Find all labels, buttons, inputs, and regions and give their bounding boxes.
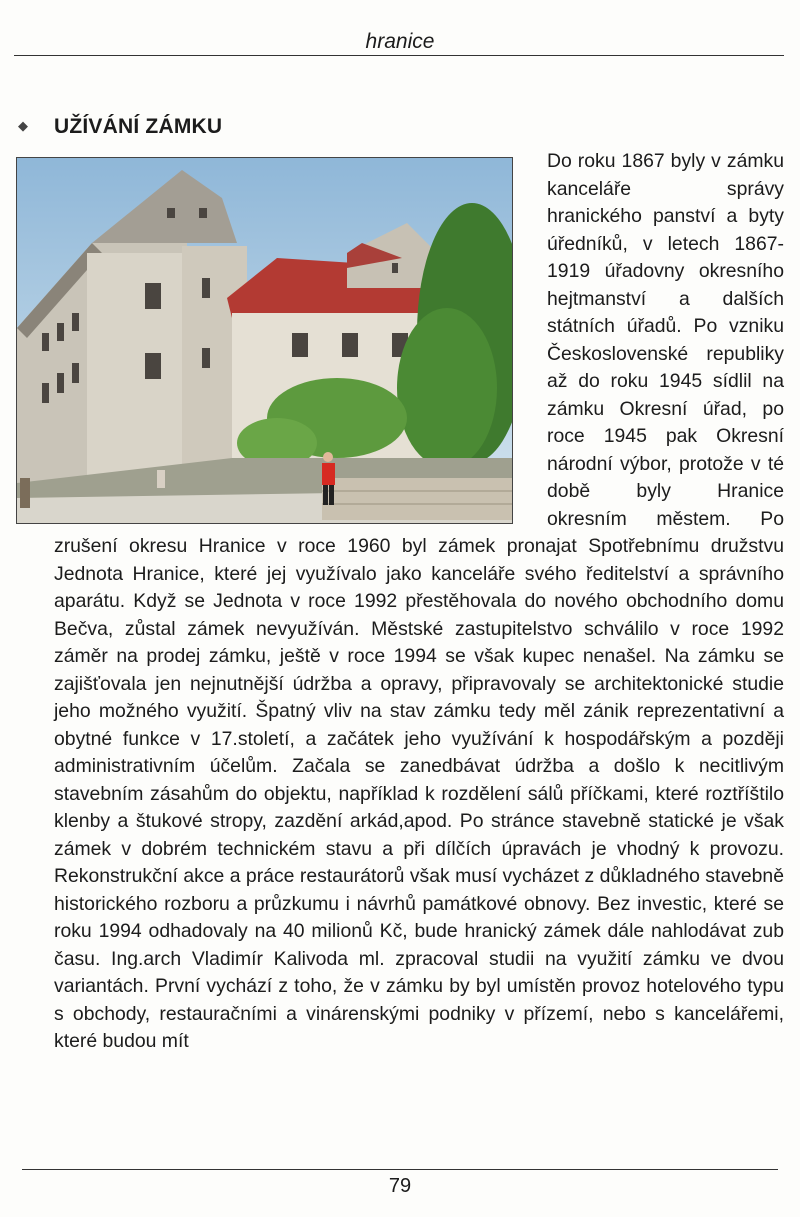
footer-rule	[22, 1169, 778, 1170]
bullet-icon: ◆	[18, 118, 28, 133]
castle-photo	[16, 157, 513, 524]
body-text-column	[54, 148, 784, 1056]
page-number: 79	[388, 1175, 412, 1197]
section-heading: UŽÍVÁNÍ ZÁMKU	[54, 115, 223, 138]
running-header: hranice	[365, 30, 435, 53]
section-body-paragraph: Do roku 1867 byly v zámku kanceláře správy hranického panství a byty úředníků, v letech 1867-1919 úřadovny okresního hejtmanství a dalších státních úřadů. Po vzniku Československé republiky až do roku 1945 sídlil na zámku Okresní úřad, po roce 1945 pak Okresní národní výbor, protože v té době byly Hranice okresním městem. Po zrušení okresu Hranice v roce 1960 byl zámek pronajat Spotřebnímu družstvu Jednota Hranice, které jej využívalo jako kanceláře svého ředitelství a správního aparátu. Když se Jednota v roce 1992 přestěhovala do nového obchodního domu Bečva, zůstal zámek nevyužíván. Městské zastupitelstvo schválilo v roce 1992 záměr na prodej zámku, ještě v roce 1994 se však kupec nenašel. Na zámku se zajišťovala jen nejnutnější údržba a opravy, připravovaly se architektonické studie jeho možného využití. Špatný vliv na stav zámku tedy měl zánik reprezentativní a obytné funkce v 17.století, a začátek jeho využívání k hospodářským a později administrativním účelům. Začala se zanedbávat údržba a došlo k necitlivým stavebním zásahům do objektu, například k rozdělení sálů příčkami, které roztříštilo klenby a štukové stropy, zazdění arkád,apod. Po stránce stavebně statické je však zámek v dobrém technickém stavu a při dílčích úpravách je vhodný k provozu. Rekonstrukční akce a práce restaurátorů však musí vycházet z důkladného stavebně historického rozboru a průzkumu i návrhů památkové obnovy. Bez investic, které se roku 1994 odhadovaly na 40 milionů Kč, bude hranický zámek dále nahlodávat zub času. Ing.arch Vladimír Kalivoda ml. zpracoval studii na využití zámku ve dvou variantách. První vychází z toho, že v zámku by byl umístěn provoz hotelového typu s obchody, restauračními a vinárenskými podniky v přízemí, nebo s kancelářemi, které budou mít	[54, 150, 784, 1052]
header-rule	[14, 55, 784, 56]
